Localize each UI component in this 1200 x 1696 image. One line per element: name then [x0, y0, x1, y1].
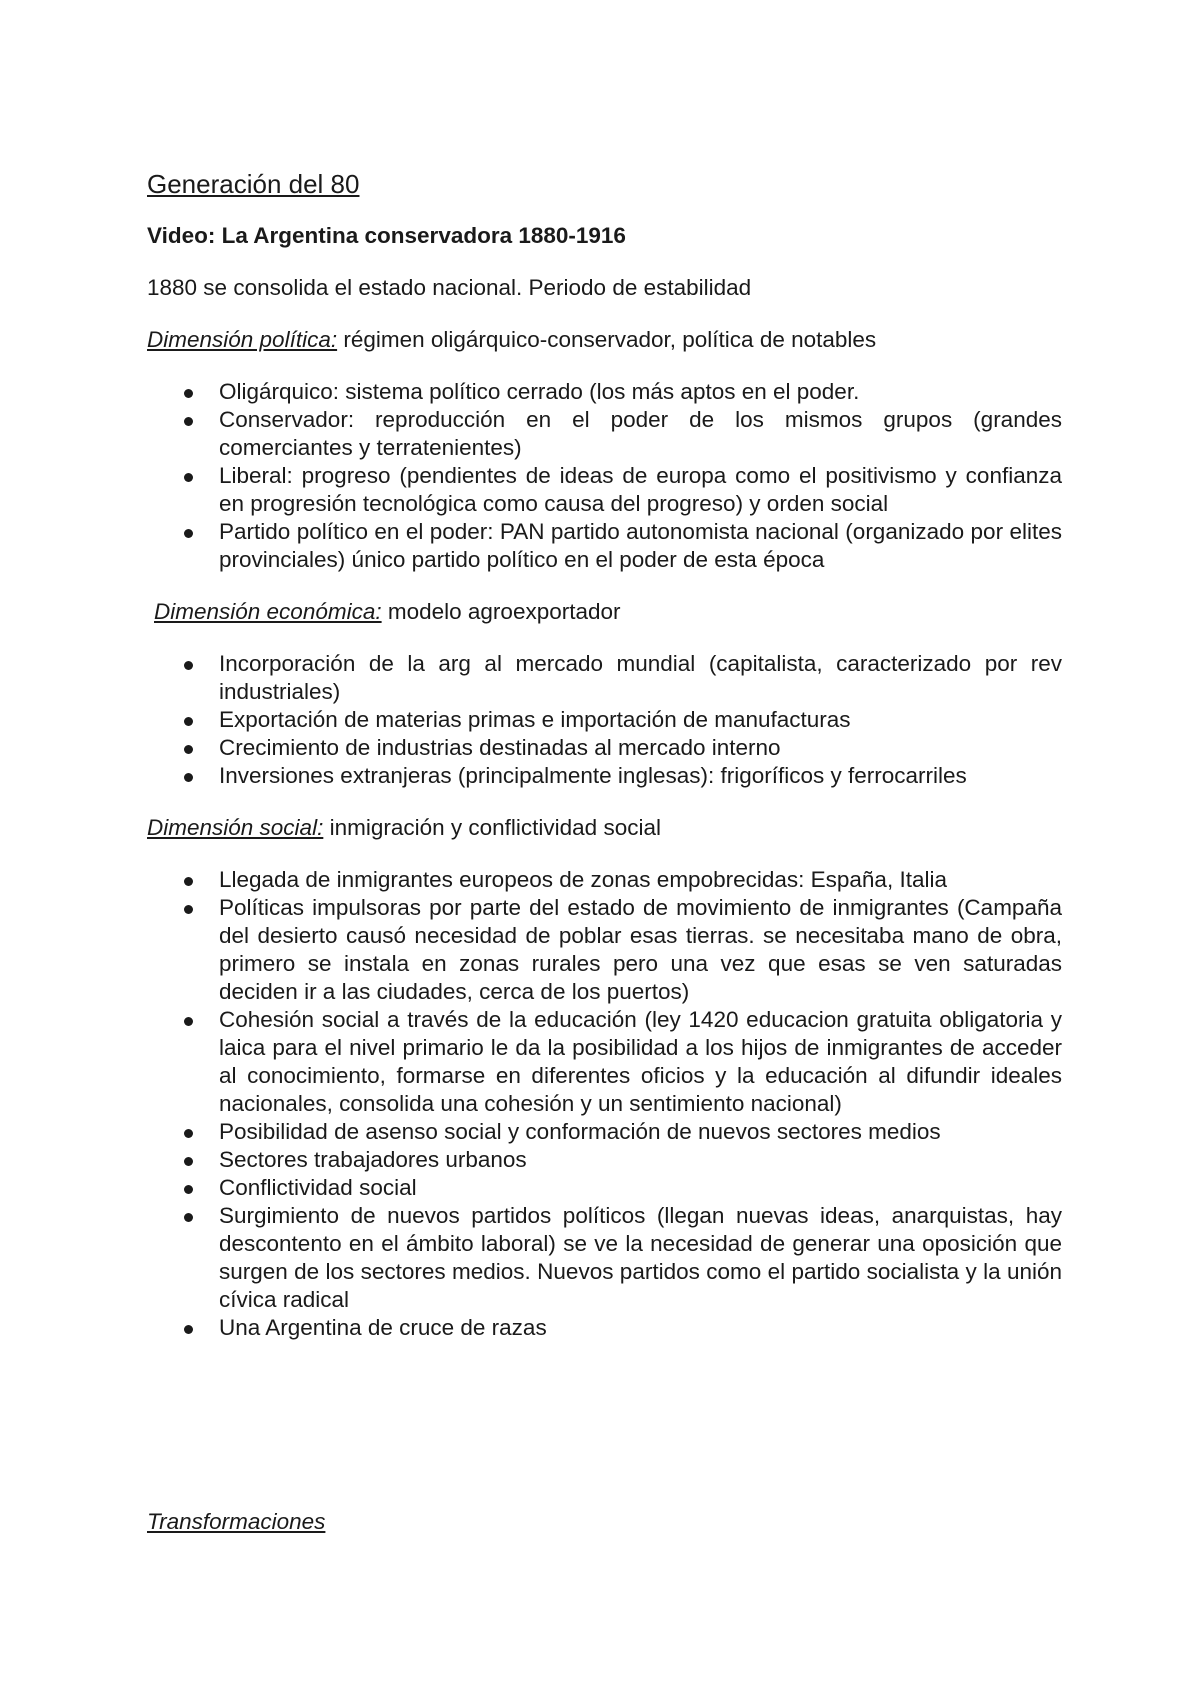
list-item-text: Liberal: progreso (pendientes de ideas de europa como el positivismo y confianza en progresión tecnológica como causa del progreso) y orden social	[219, 463, 1062, 516]
transformaciones-heading: Transformaciones	[147, 1509, 326, 1534]
bullet-icon	[184, 389, 193, 398]
list-item	[219, 406, 1062, 462]
list-item-text: Conservador: reproducción en el poder de los mismos grupos (grandes comerciantes y terratenientes)	[219, 407, 1062, 460]
list-item	[219, 518, 1062, 574]
bullet-icon	[184, 1017, 193, 1026]
section-label: Dimensión social:	[147, 815, 324, 840]
list-item-text: Sectores trabajadores urbanos	[219, 1147, 527, 1172]
list-item	[219, 894, 1062, 1006]
list-item	[219, 734, 1062, 762]
list-item-text: Exportación de materias primas e importación de manufacturas	[219, 707, 851, 732]
list-item	[219, 1006, 1062, 1118]
list-item-text: Oligárquico: sistema político cerrado (los más aptos en el poder.	[219, 379, 860, 404]
list-item-text: Una Argentina de cruce de razas	[219, 1315, 547, 1340]
bullet-icon	[184, 1157, 193, 1166]
bullet-icon	[184, 529, 193, 538]
bullet-icon	[184, 1129, 193, 1138]
list-item	[219, 378, 1062, 406]
bullet-icon	[184, 1185, 193, 1194]
bullet-icon	[184, 717, 193, 726]
list-item	[219, 706, 1062, 734]
bullet-list-social	[147, 866, 1062, 1342]
intro-paragraph: 1880 se consolida el estado nacional. Periodo de estabilidad	[147, 275, 752, 300]
bullet-icon	[184, 1325, 193, 1334]
list-item-text: Incorporación de la arg al mercado mundial (capitalista, caracterizado por rev industriales)	[219, 651, 1062, 704]
bullet-icon	[184, 905, 193, 914]
list-item	[219, 1174, 1062, 1202]
list-item	[219, 1146, 1062, 1174]
bullet-icon	[184, 661, 193, 670]
bullet-icon	[184, 1213, 193, 1222]
list-item-text: Conflictividad social	[219, 1175, 417, 1200]
list-item	[219, 762, 1062, 790]
list-item-text: Inversiones extranjeras (principalmente inglesas): frigoríficos y ferrocarriles	[219, 763, 967, 788]
section-text: modelo agroexportador	[381, 599, 621, 624]
section-economica-heading	[147, 598, 1062, 626]
bullet-list-economica	[147, 650, 1062, 790]
list-item	[219, 1314, 1062, 1342]
list-item-text: Posibilidad de asenso social y conformación de nuevos sectores medios	[219, 1119, 941, 1144]
bullet-icon	[184, 745, 193, 754]
section-label: Dimensión económica:	[154, 599, 382, 624]
section-social-heading	[147, 814, 1062, 842]
list-item-text: Llegada de inmigrantes europeos de zonas empobrecidas: España, Italia	[219, 867, 947, 892]
list-item-text: Crecimiento de industrias destinadas al mercado interno	[219, 735, 781, 760]
list-item	[219, 866, 1062, 894]
section-label: Dimensión política:	[147, 327, 338, 352]
bullet-icon	[184, 773, 193, 782]
document-title: Generación del 80	[147, 169, 360, 199]
list-item-text: Cohesión social a través de la educación (ley 1420 educacion gratuita obligatoria y laica para el nivel primario le da la posibilidad a los hijos de inmigrantes de acceder al conocimiento, formarse en diferentes oficios y la educación al difundir ideales nacionales, consolida una cohesión y un sentimiento nacional)	[219, 1007, 1062, 1116]
section-text: régimen oligárquico-conservador, política de notables	[337, 327, 877, 352]
video-subtitle: Video: La Argentina conservadora 1880-1916	[147, 223, 626, 248]
bullet-icon	[184, 877, 193, 886]
document-body	[147, 168, 1062, 1366]
list-item-text: Políticas impulsoras por parte del estado de movimiento de inmigrantes (Campaña del desierto causó necesidad de poblar esas tierras. se necesitaba mano de obra, primero se instala en zonas rurales pero una vez que esas se ven saturadas deciden ir a las ciudades, cerca de los puertos)	[219, 895, 1062, 1004]
list-item-text: Surgimiento de nuevos partidos políticos (llegan nuevas ideas, anarquistas, hay descontento en el ámbito laboral) se ve la necesidad de generar una oposición que surgen de los sectores medios. Nuevos partidos como el partido socialista y la unión cívica radical	[219, 1203, 1062, 1312]
section-text: inmigración y conflictividad social	[323, 815, 661, 840]
bullet-icon	[184, 473, 193, 482]
section-politica-heading	[147, 326, 1062, 354]
list-item	[219, 650, 1062, 706]
bullet-icon	[184, 417, 193, 426]
list-item	[219, 462, 1062, 518]
list-item	[219, 1118, 1062, 1146]
bullet-list-politica	[147, 378, 1062, 574]
list-item-text: Partido político en el poder: PAN partido autonomista nacional (organizado por elites provinciales) único partido político en el poder de esta época	[219, 519, 1062, 572]
list-item	[219, 1202, 1062, 1314]
